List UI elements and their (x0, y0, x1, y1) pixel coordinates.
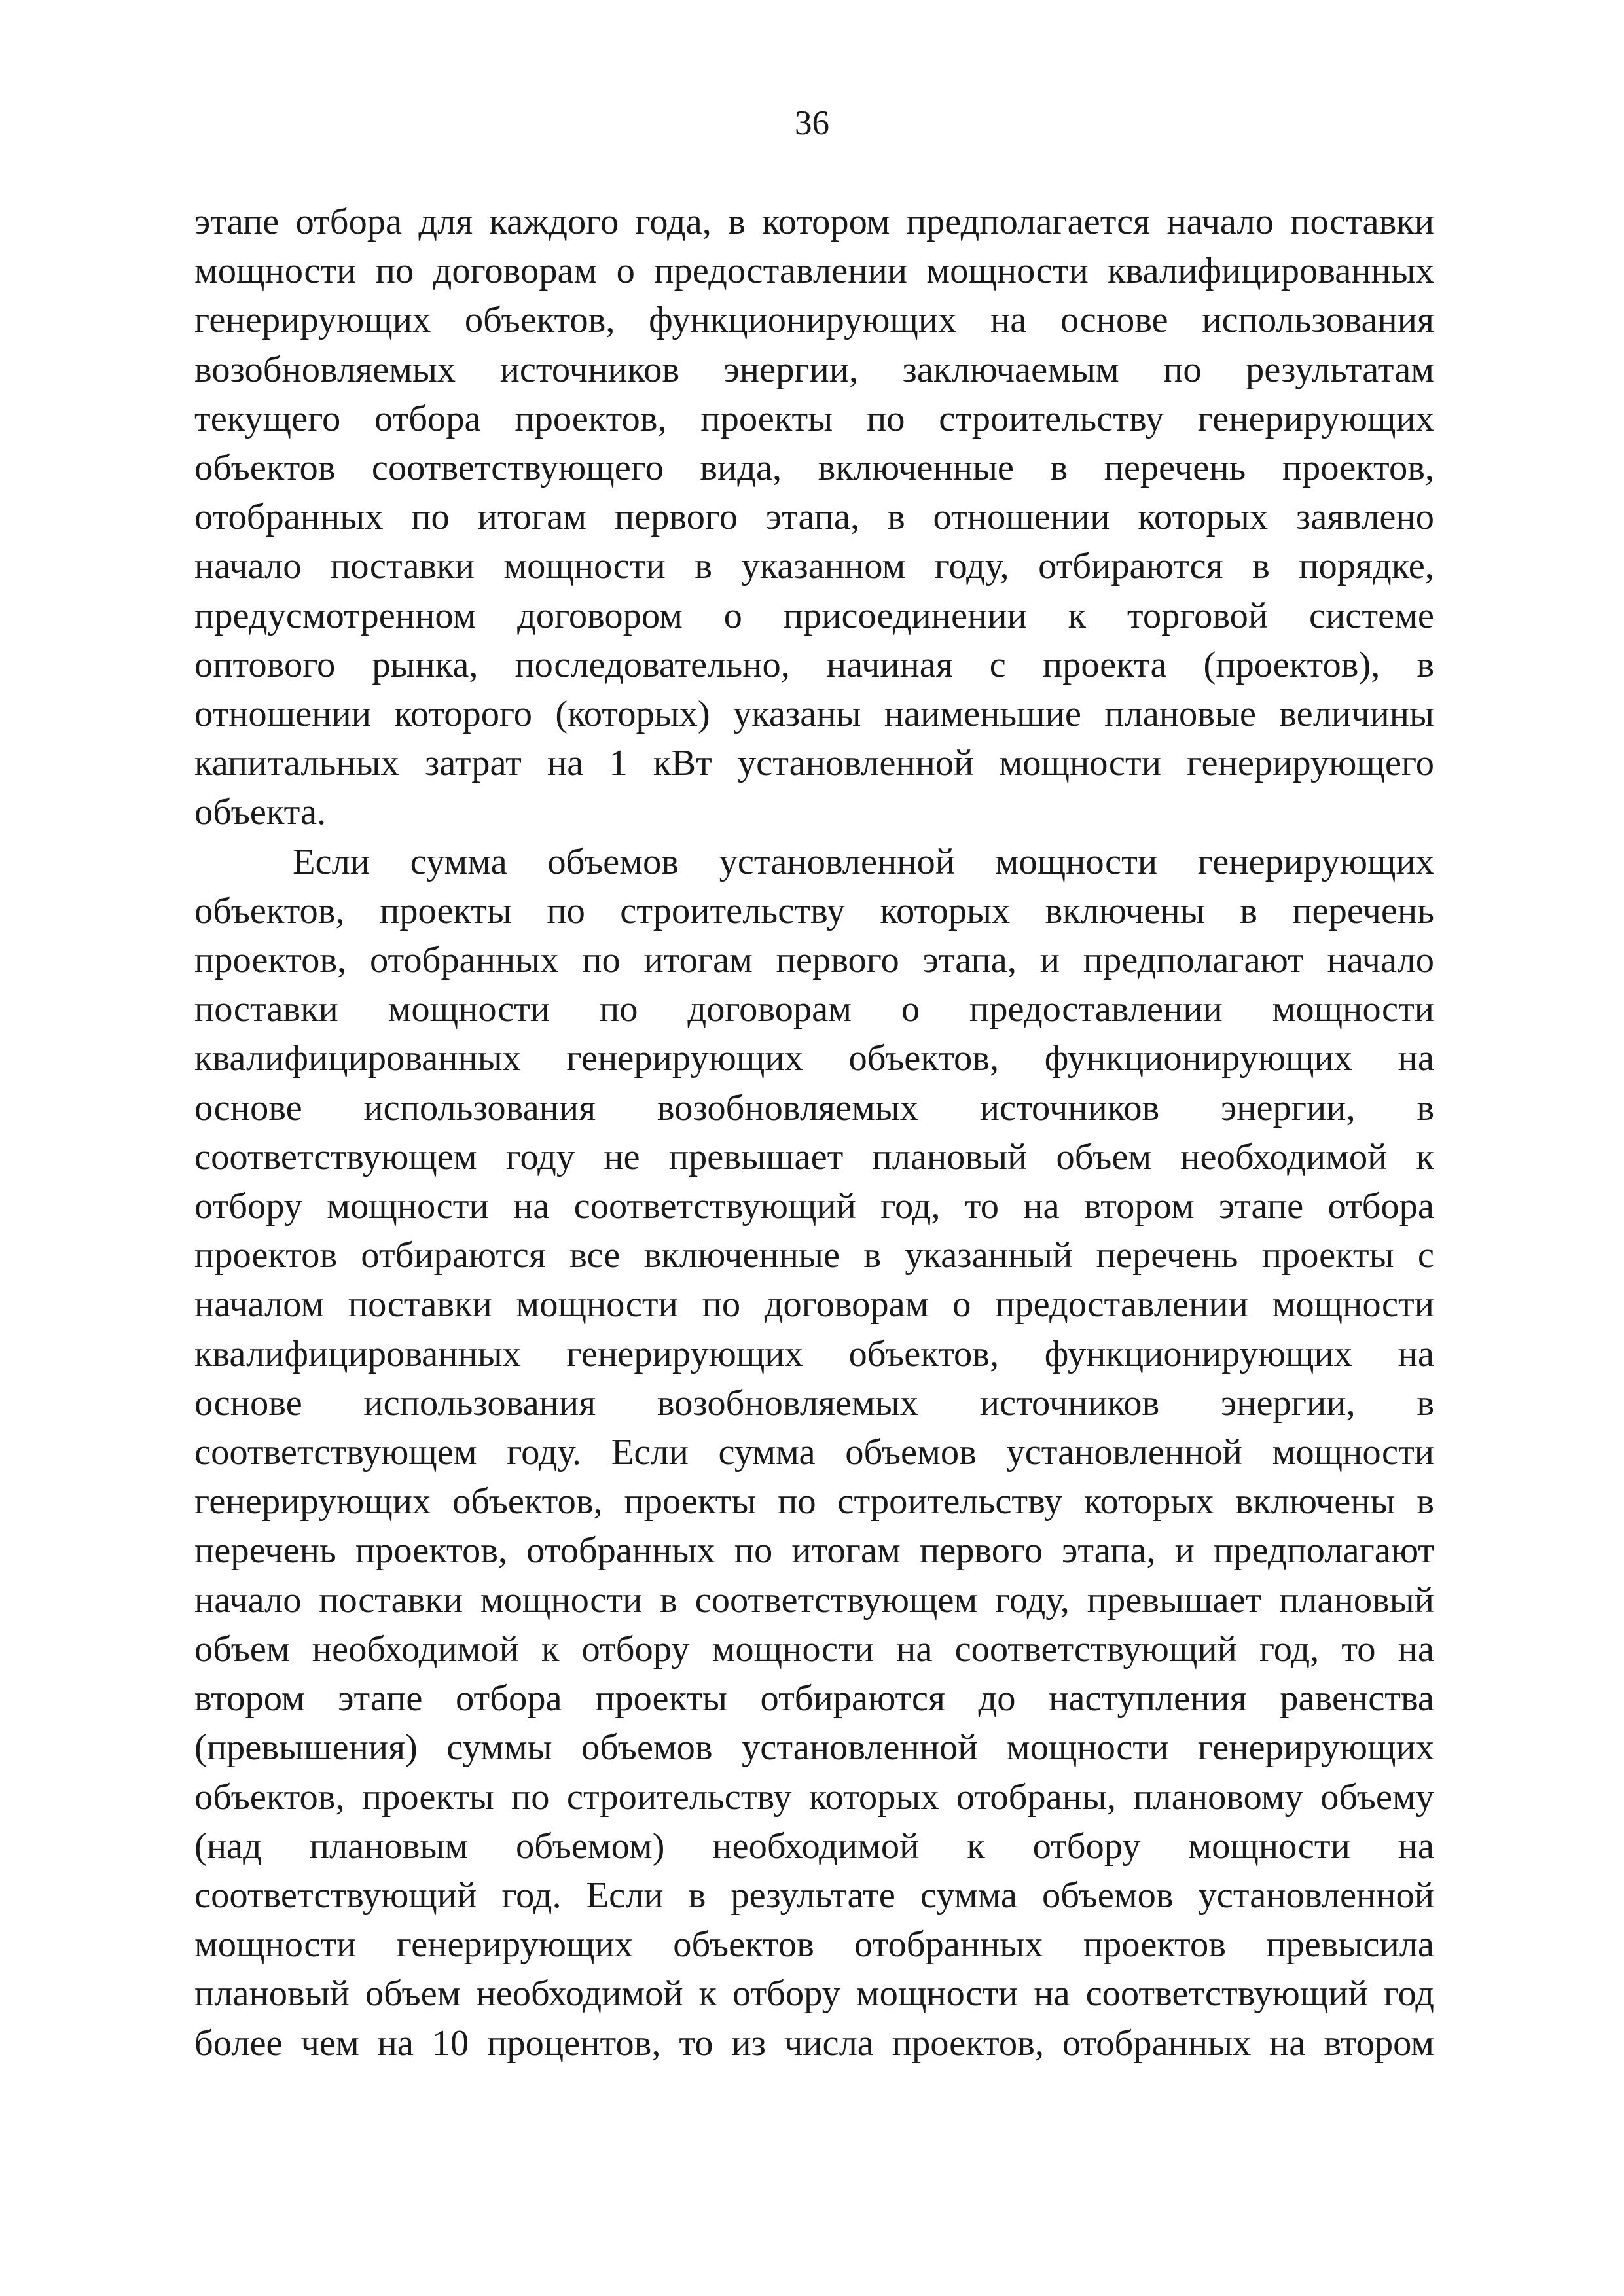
text-line: генерирующих объектов, проекты по строительству которых включены в (194, 1481, 1434, 1522)
page-number: 36 (795, 104, 829, 142)
text-line: более чем на 10 процентов, то из числа проектов, отобранных на втором (194, 2022, 1434, 2064)
text-line: квалифицированных генерирующих объектов, функционирующих на (194, 1333, 1434, 1374)
text-line: оптового рынка, последовательно, начиная с проекта (проектов), в (194, 644, 1434, 685)
text-line: этапе отбора для каждого года, в котором предполагается начало поставки (194, 202, 1434, 242)
text-line: объектов соответствующего вида, включенные в перечень проектов, (194, 448, 1434, 489)
text-line: соответствующем году не превышает плановый объем необходимой к (194, 1136, 1434, 1177)
text-line: (превышения) суммы объемов установленной мощности генерирующих (194, 1727, 1434, 1768)
text-line: мощности по договорам о предоставлении мощности квалифицированных (194, 251, 1434, 292)
text-line: (над плановым объемом) необходимой к отбору мощности на (194, 1825, 1434, 1867)
text-line: объекта. (194, 792, 327, 833)
text-line: поставки мощности по договорам о предоставлении мощности (194, 989, 1434, 1030)
text-line: соответствующий год. Если в результате сумма объемов установленной (194, 1874, 1434, 1916)
text-line: перечень проектов, отобранных по итогам первого этапа, и предполагают (194, 1530, 1434, 1571)
text-line: началом поставки мощности по договорам о предоставлении мощности (194, 1284, 1434, 1325)
text-line: текущего отбора проектов, проекты по строительству генерирующих (194, 398, 1434, 439)
text-line: соответствующем году. Если сумма объемов установленной мощности (194, 1432, 1434, 1473)
text-line: плановый объем необходимой к отбору мощности на соответствующий год (194, 1973, 1434, 2015)
text-line: объектов, проекты по строительству которых отобраны, плановому объему (194, 1776, 1434, 1818)
paragraph (194, 838, 1434, 2068)
document-body (194, 198, 1434, 2068)
text-line: предусмотренном договором о присоединении к торговой системе (194, 595, 1434, 636)
text-line: возобновляемых источников энергии, заключаемым по результатам (194, 349, 1434, 390)
text-line: квалифицированных генерирующих объектов, функционирующих на (194, 1038, 1434, 1079)
paragraph (194, 198, 1434, 838)
text-line: Если сумма объемов установленной мощности генерирующих (293, 841, 1434, 882)
text-line: проектов, отобранных по итогам первого этапа, и предполагают начало (194, 940, 1434, 981)
text-line: проектов отбираются все включенные в указанный перечень проекты с (194, 1235, 1434, 1276)
text-line: отношении которого (которых) указаны наименьшие плановые величины (194, 694, 1434, 735)
text-line: основе использования возобновляемых источников энергии, в (194, 1087, 1434, 1128)
text-line: объем необходимой к отбору мощности на соответствующий год, то на (194, 1628, 1434, 1670)
text-line: основе использования возобновляемых источников энергии, в (194, 1382, 1434, 1424)
text-line: генерирующих объектов, функционирующих на основе использования (194, 300, 1434, 341)
text-line: отобранных по итогам первого этапа, в отношении которых заявлено (194, 497, 1434, 538)
text-line: объектов, проекты по строительству которых включены в перечень (194, 890, 1434, 931)
text-line: начало поставки мощности в соответствующем году, превышает плановый (194, 1579, 1434, 1621)
text-line: отбору мощности на соответствующий год, то на втором этапе отбора (194, 1186, 1434, 1227)
text-line: начало поставки мощности в указанном году, отбираются в порядке, (194, 546, 1434, 587)
text-line: мощности генерирующих объектов отобранных проектов превысила (194, 1924, 1434, 1965)
text-line: капитальных затрат на 1 кВт установленной мощности генерирующего (194, 743, 1434, 784)
text-line: втором этапе отбора проекты отбираются до наступления равенства (194, 1678, 1434, 1719)
